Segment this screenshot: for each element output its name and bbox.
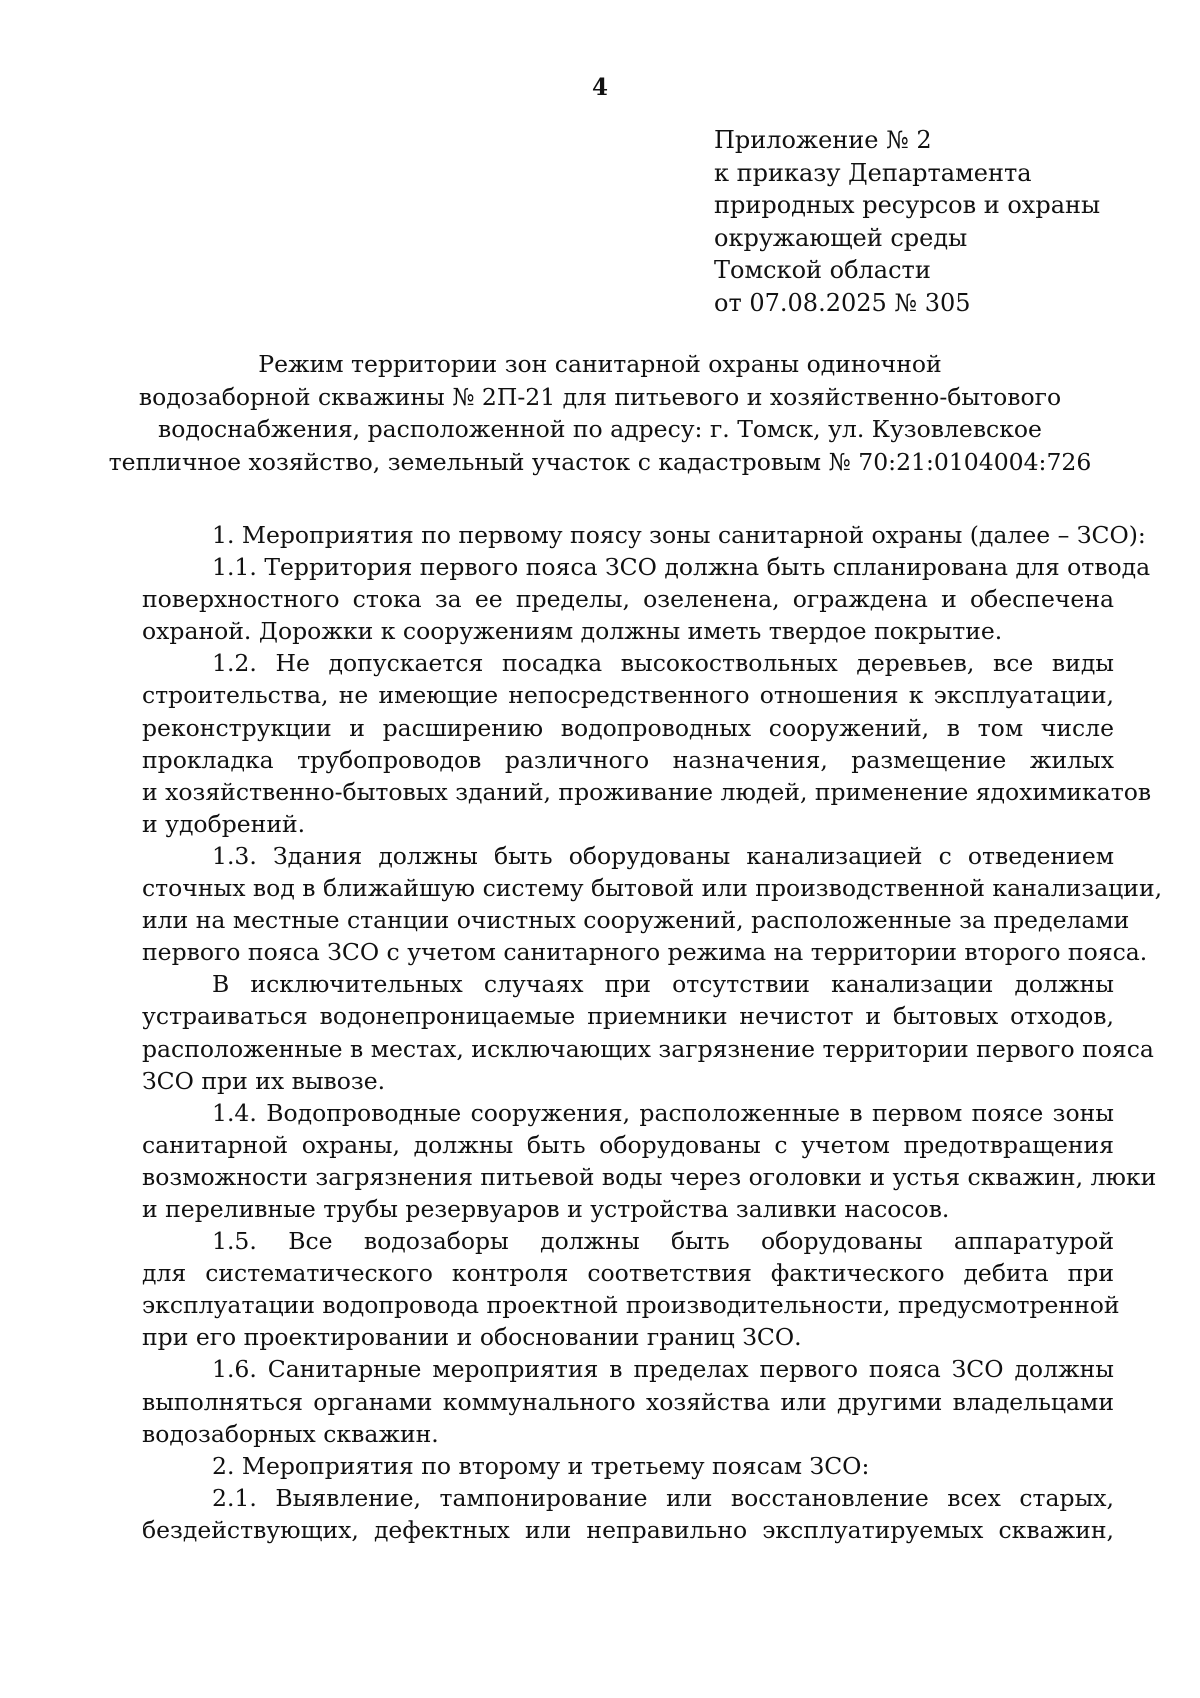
body-line: эксплуатации водопровода проектной производительности, предусмотренной <box>142 1291 1120 1320</box>
body-line: 1.6. Санитарные мероприятия в пределах первого пояса ЗСО должны <box>212 1355 1114 1384</box>
title-line: водоснабжения, расположенной по адресу: г. Томск, ул. Кузовлевское <box>158 415 1042 444</box>
body-line: В исключительных случаях при отсутствии канализации должны <box>212 970 1114 999</box>
body-line: сточных вод в ближайшую систему бытовой или производственной канализации, <box>142 874 1163 903</box>
document-body <box>142 519 1163 1546</box>
title-line: Режим территории зон санитарной охраны одиночной <box>258 350 942 378</box>
body-line: и удобрений. <box>142 809 306 838</box>
body-line: расположенные в местах, исключающих загрязнение территории первого пояса <box>142 1034 1154 1063</box>
appendix-block <box>714 124 1100 320</box>
body-line: водозаборных скважин. <box>142 1419 439 1448</box>
body-line: строительства, не имеющие непосредственного отношения к эксплуатации, <box>142 681 1114 710</box>
appendix-line: к приказу Департамента <box>714 158 1032 187</box>
body-line: возможности загрязнения питьевой воды через оголовки и устья скважин, люки <box>142 1162 1157 1191</box>
appendix-line: природных ресурсов и охраны <box>714 191 1101 220</box>
body-line: и хозяйственно-бытовых зданий, проживание людей, применение ядохимикатов <box>142 777 1152 806</box>
appendix-line: Приложение № 2 <box>714 126 932 154</box>
body-line: первого пояса ЗСО с учетом санитарного режима на территории второго пояса. <box>142 938 1148 967</box>
body-line: или на местные станции очистных сооружений, расположенные за пределами <box>142 906 1130 935</box>
body-line: прокладка трубопроводов различного назначения, размещение жилых <box>142 745 1114 774</box>
body-line: устраиваться водонепроницаемые приемники нечистот и бытовых отходов, <box>142 1002 1114 1031</box>
body-line: 1.1. Территория первого пояса ЗСО должна быть спланирована для отвода <box>212 553 1151 582</box>
body-line: для систематического контроля соответствия фактического дебита при <box>142 1259 1114 1288</box>
body-line: ЗСО при их вывозе. <box>142 1066 386 1095</box>
body-line: 2.1. Выявление, тампонирование или восстановление всех старых, <box>212 1483 1114 1512</box>
body-line: санитарной охраны, должны быть оборудованы с учетом предотвращения <box>142 1130 1114 1159</box>
body-line: и переливные трубы резервуаров и устройства заливки насосов. <box>142 1194 950 1223</box>
body-line: охраной. Дорожки к сооружениям должны иметь твердое покрытие. <box>142 617 1003 646</box>
body-line: поверхностного стока за ее пределы, озеленена, ограждена и обеспечена <box>142 585 1114 614</box>
document-title <box>0 348 1200 478</box>
body-line: 1.4. Водопроводные сооружения, расположенные в первом поясе зоны <box>212 1098 1114 1127</box>
body-line: бездействующих, дефектных или неправильно эксплуатируемых скважин, <box>142 1515 1114 1544</box>
body-line: 1.2. Не допускается посадка высокоствольных деревьев, все виды <box>212 649 1114 678</box>
appendix-line: Томской области <box>714 256 931 285</box>
body-line: выполняться органами коммунального хозяйства или другими владельцами <box>142 1387 1114 1416</box>
title-line: тепличное хозяйство, земельный участок с кадастровым № 70:21:0104004:726 <box>108 447 1092 476</box>
body-line: при его проектировании и обосновании границ ЗСО. <box>142 1323 802 1352</box>
body-line: 1.5. Все водозаборы должны быть оборудованы аппаратурой <box>212 1227 1114 1256</box>
appendix-line: от 07.08.2025 № 305 <box>714 288 971 317</box>
body-line: реконструкции и расширению водопроводных сооружений, в том числе <box>142 713 1114 742</box>
title-line: водозаборной скважины № 2П-21 для питьевого и хозяйственно-бытового <box>138 382 1062 411</box>
body-line: 2. Мероприятия по второму и третьему поясам ЗСО: <box>212 1451 870 1480</box>
appendix-line: окружающей среды <box>714 223 968 252</box>
page-number: 4 <box>591 74 608 101</box>
body-line: 1.3. Здания должны быть оборудованы канализацией с отведением <box>212 841 1114 870</box>
body-line: 1. Мероприятия по первому поясу зоны санитарной охраны (далее – ЗСО): <box>212 521 1146 549</box>
